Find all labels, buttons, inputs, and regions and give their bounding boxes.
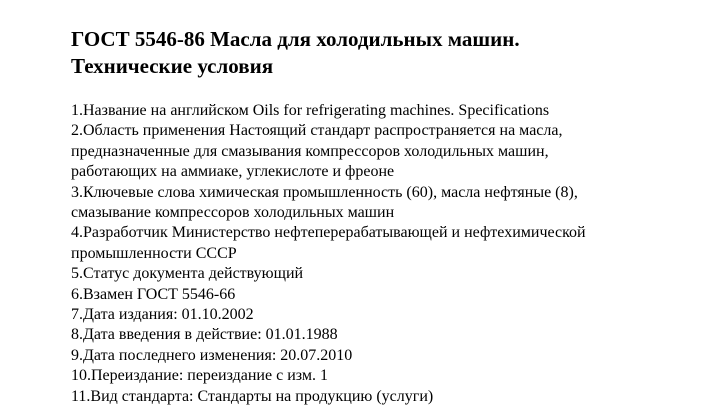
item-scope-line-2: предназначенные для смазывания компрессоров холодильных машин, [71, 142, 549, 160]
title-line-1: ГОСТ 5546-86 Масла для холодильных машин. [71, 27, 520, 51]
item-effective-date: 8.Дата введения в действие: 01.01.1988 [71, 326, 338, 344]
item-scope-line-3: работающих на аммиаке, углекислоте и фреоне [71, 163, 395, 181]
item-last-change-date: 9.Дата последнего изменения: 20.07.2010 [71, 346, 353, 364]
item-developer-line-2: промышленности СССР [71, 244, 237, 262]
item-keywords-line-1: 3.Ключевые слова химическая промышленность (60), масла нефтяные (8), [71, 183, 578, 201]
item-keywords-line-2: смазывание компрессоров холодильных машин [71, 204, 395, 222]
item-scope-line-1: 2.Область применения Настоящий стандарт распространяется на масла, [71, 122, 563, 140]
item-status: 5.Статус документа действующий [71, 265, 304, 283]
item-developer-line-1: 4.Разработчик Министерство нефтеперерабатывающей и нефтехимической [71, 224, 586, 242]
item-english-name: 1.Название на английском Oils for refrigerating machines. Specifications [71, 102, 550, 119]
document-title [71, 26, 711, 80]
title-line-2: Технические условия [71, 54, 274, 78]
item-standard-type: 11.Вид стандарта: Стандарты на продукцию (услуги) [71, 387, 434, 405]
item-publication-date: 7.Дата издания: 01.10.2002 [71, 306, 254, 324]
document [71, 26, 711, 405]
attribute-list [71, 101, 711, 407]
item-replaces: 6.Взамен ГОСТ 5546-66 [71, 285, 236, 303]
item-reissue: 10.Переиздание: переиздание с изм. 1 [71, 367, 328, 385]
